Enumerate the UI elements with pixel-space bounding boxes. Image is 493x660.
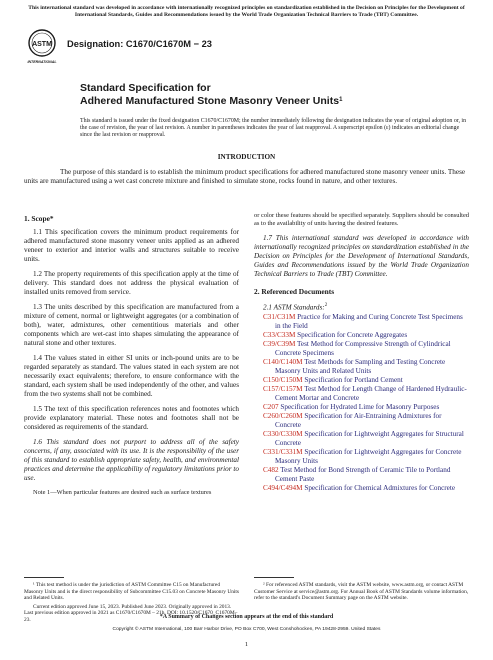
copyright-line: Copyright © ASTM International, 100 Barr Harbor Drive, PO Box C700, West Conshohocken, PA 19428-2959. United States [112, 627, 381, 632]
paragraph-1-6: 1.6 This standard does not purport to address all of the safety concerns, if any, associated with its use. It is the responsibility of the user of this standard to establish appropriate safety, health, and environmental practices and determine the applicability of regulatory limitations prior to use. [24, 438, 239, 482]
list-item[interactable]: C482 Test Method for Bond Strength of Ceramic Tile to Portland Cement Paste [263, 466, 451, 484]
logo-text: INTERNATIONAL [27, 60, 57, 64]
page-number: 1 [244, 641, 249, 648]
footnote-1-edition: Current edition approved June 15, 2023. Published June 2023. Originally approved in 2013. Last previous edition approved in 2021 as C1670/C1670M – 21b. DOI: 10.1520/C1670_C1670M–23. [24, 603, 238, 623]
list-item[interactable]: C330/C330M Specification for Lightweight Aggregates for Structural Concrete [263, 430, 464, 448]
paragraph-1-4: 1.4 The values stated in either SI units or inch-pound units are to be regarded separately as standard. The values stated in each system are not necessarily exact equivalents; therefore, to ensure conformance with the standard, each system shall be used independently of the other, and values from the two systems shall not be combined. [24, 354, 239, 398]
footnote-divider [254, 577, 294, 578]
astm-logo-icon [27, 28, 57, 68]
intro-text: The purpose of this standard is to establish the minimum product specifications for adhered manufactured stone masonry veneer units. These units are manufactured using a wet cast concrete mixture and finished to simulate stone, rocks found in nature, and other textures. [24, 168, 466, 185]
title-line-1: Standard Specification for [80, 82, 211, 94]
astm-standards-label: 2.1 ASTM Standards:$^2$ [263, 303, 328, 312]
title-line-2: Adhered Manufactured Stone Masonry Veneer Units$^1$ [80, 95, 343, 107]
list-item[interactable]: C260/C260M Specification for Air-Entraining Admixtures for Concrete [263, 412, 442, 430]
document-title [80, 82, 342, 108]
list-item[interactable]: C31/C31M Practice for Making and Curing Concrete Test Specimens in the Field [263, 313, 463, 331]
note-1: Note 1—When particular features are desired such as surface textures [33, 489, 212, 496]
top-notice: This international standard was developed in accordance with internationally recognized principles on standardization established in the Decision on Principles for the Development of International Standards, Guides and Recommendations issued by the World Trade Organization Technical Barriers to Trade (TBT) Committee. [28, 5, 465, 18]
intro-heading: INTRODUCTION [217, 153, 276, 161]
designation: Designation: C1670/C1670M − 23 [67, 39, 212, 49]
list-item[interactable]: C33/C33M Specification for Concrete Aggregates [263, 331, 408, 340]
list-item[interactable]: C150/C150M Specification for Portland Cement [263, 376, 403, 385]
astm-footnote-marker: 2 [324, 303, 328, 308]
paragraph-1-2: 1.2 The property requirements of this specification apply at the time of delivery. This standard does not address the physical evaluation of installed units removed from service. [24, 270, 239, 296]
list-item[interactable]: C331/C331M Specification for Lightweight Aggregates for Concrete Masonry Units [263, 448, 462, 466]
footnote-divider [24, 577, 64, 578]
list-item[interactable]: C140/C140M Test Methods for Sampling and Testing Concrete Masonry Units and Related Units [263, 358, 446, 376]
paragraph-1-3: 1.3 The units described by this specification are manufactured from a mixture of cement, normal or lightweight aggregates (or a combination of both), water, admixtures, other cementitious materials and other components which are wet-cast into shapes simulating the appearance of natural stone and other textures. [24, 303, 239, 347]
list-item[interactable]: C494/C494M Specification for Chemical Admixtures for Concrete [263, 484, 456, 493]
note-1-continued: or color these features should be specified separately. Suppliers should be consulted as to the availability of units having the desired features. [254, 212, 469, 227]
svg-text:ASTM: ASTM [32, 41, 52, 48]
footnote-2-text: ² For referenced ASTM standards, visit the ASTM website, www.astm.org, or contact ASTM Customer Service at service@astm.org. For Annual Book of ASTM Standards volume information, refer to the standard's Document Summary page on the ASTM website. [254, 582, 469, 602]
title-footnote-marker: 1 [339, 97, 343, 103]
list-item[interactable]: C39/C39M Test Method for Compressive Strength of Cylindrical Concrete Specimens [263, 340, 451, 358]
issue-note: This standard is issued under the fixed designation C1670/C1670M; the number immediately following the designation indicates the year of original adoption or, in the case of revision, the year of last revision. A number in parentheses indicates the year of last reapproval. A superscript epsilon (ε) indicates an editorial change since the last revision or reapproval. [80, 118, 467, 139]
paragraph-1-5: 1.5 The text of this specification references notes and footnotes which provide explanatory material. These notes and footnotes shall not be considered as requirements of the standard. [24, 405, 239, 431]
paragraph-1-1: 1.1 This specification covers the minimum product requirements for adhered manufactured stone masonry veneer units applied as an adhered veneer to exterior and interior walls and structures suitable to receive units. [24, 228, 239, 263]
list-item[interactable]: C157/C157M Test Method for Length Change of Hardened Hydraulic-Cement Mortar and Concrete [263, 385, 467, 403]
summary-of-changes-note: *A Summary of Changes section appears at the end of this standard [159, 614, 334, 620]
list-item[interactable]: C207 Specification for Hydrated Lime for Masonry Purposes [263, 403, 440, 412]
left-column [24, 212, 239, 497]
footnote-2 [254, 582, 469, 604]
footnote-1-text: ¹ This test method is under the jurisdiction of ASTM Committee C15 on Manufactured Masonry Units and is the direct responsibility of Subcommittee C15.03 on Concrete Masonry Units and Related Units. [24, 582, 239, 602]
referenced-documents-heading: 2. Referenced Documents [254, 287, 335, 296]
referenced-standards-list [254, 313, 469, 493]
right-column [254, 212, 469, 493]
scope-heading: 1. Scope* [24, 214, 54, 223]
paragraph-1-7: 1.7 This international standard was developed in accordance with internationally recognized principles on standardization established in the Decision on Principles for the Development of International Standards, Guides and Recommendations issued by the World Trade Organization Technical Barriers to Trade (TBT) Committee. [254, 234, 469, 278]
